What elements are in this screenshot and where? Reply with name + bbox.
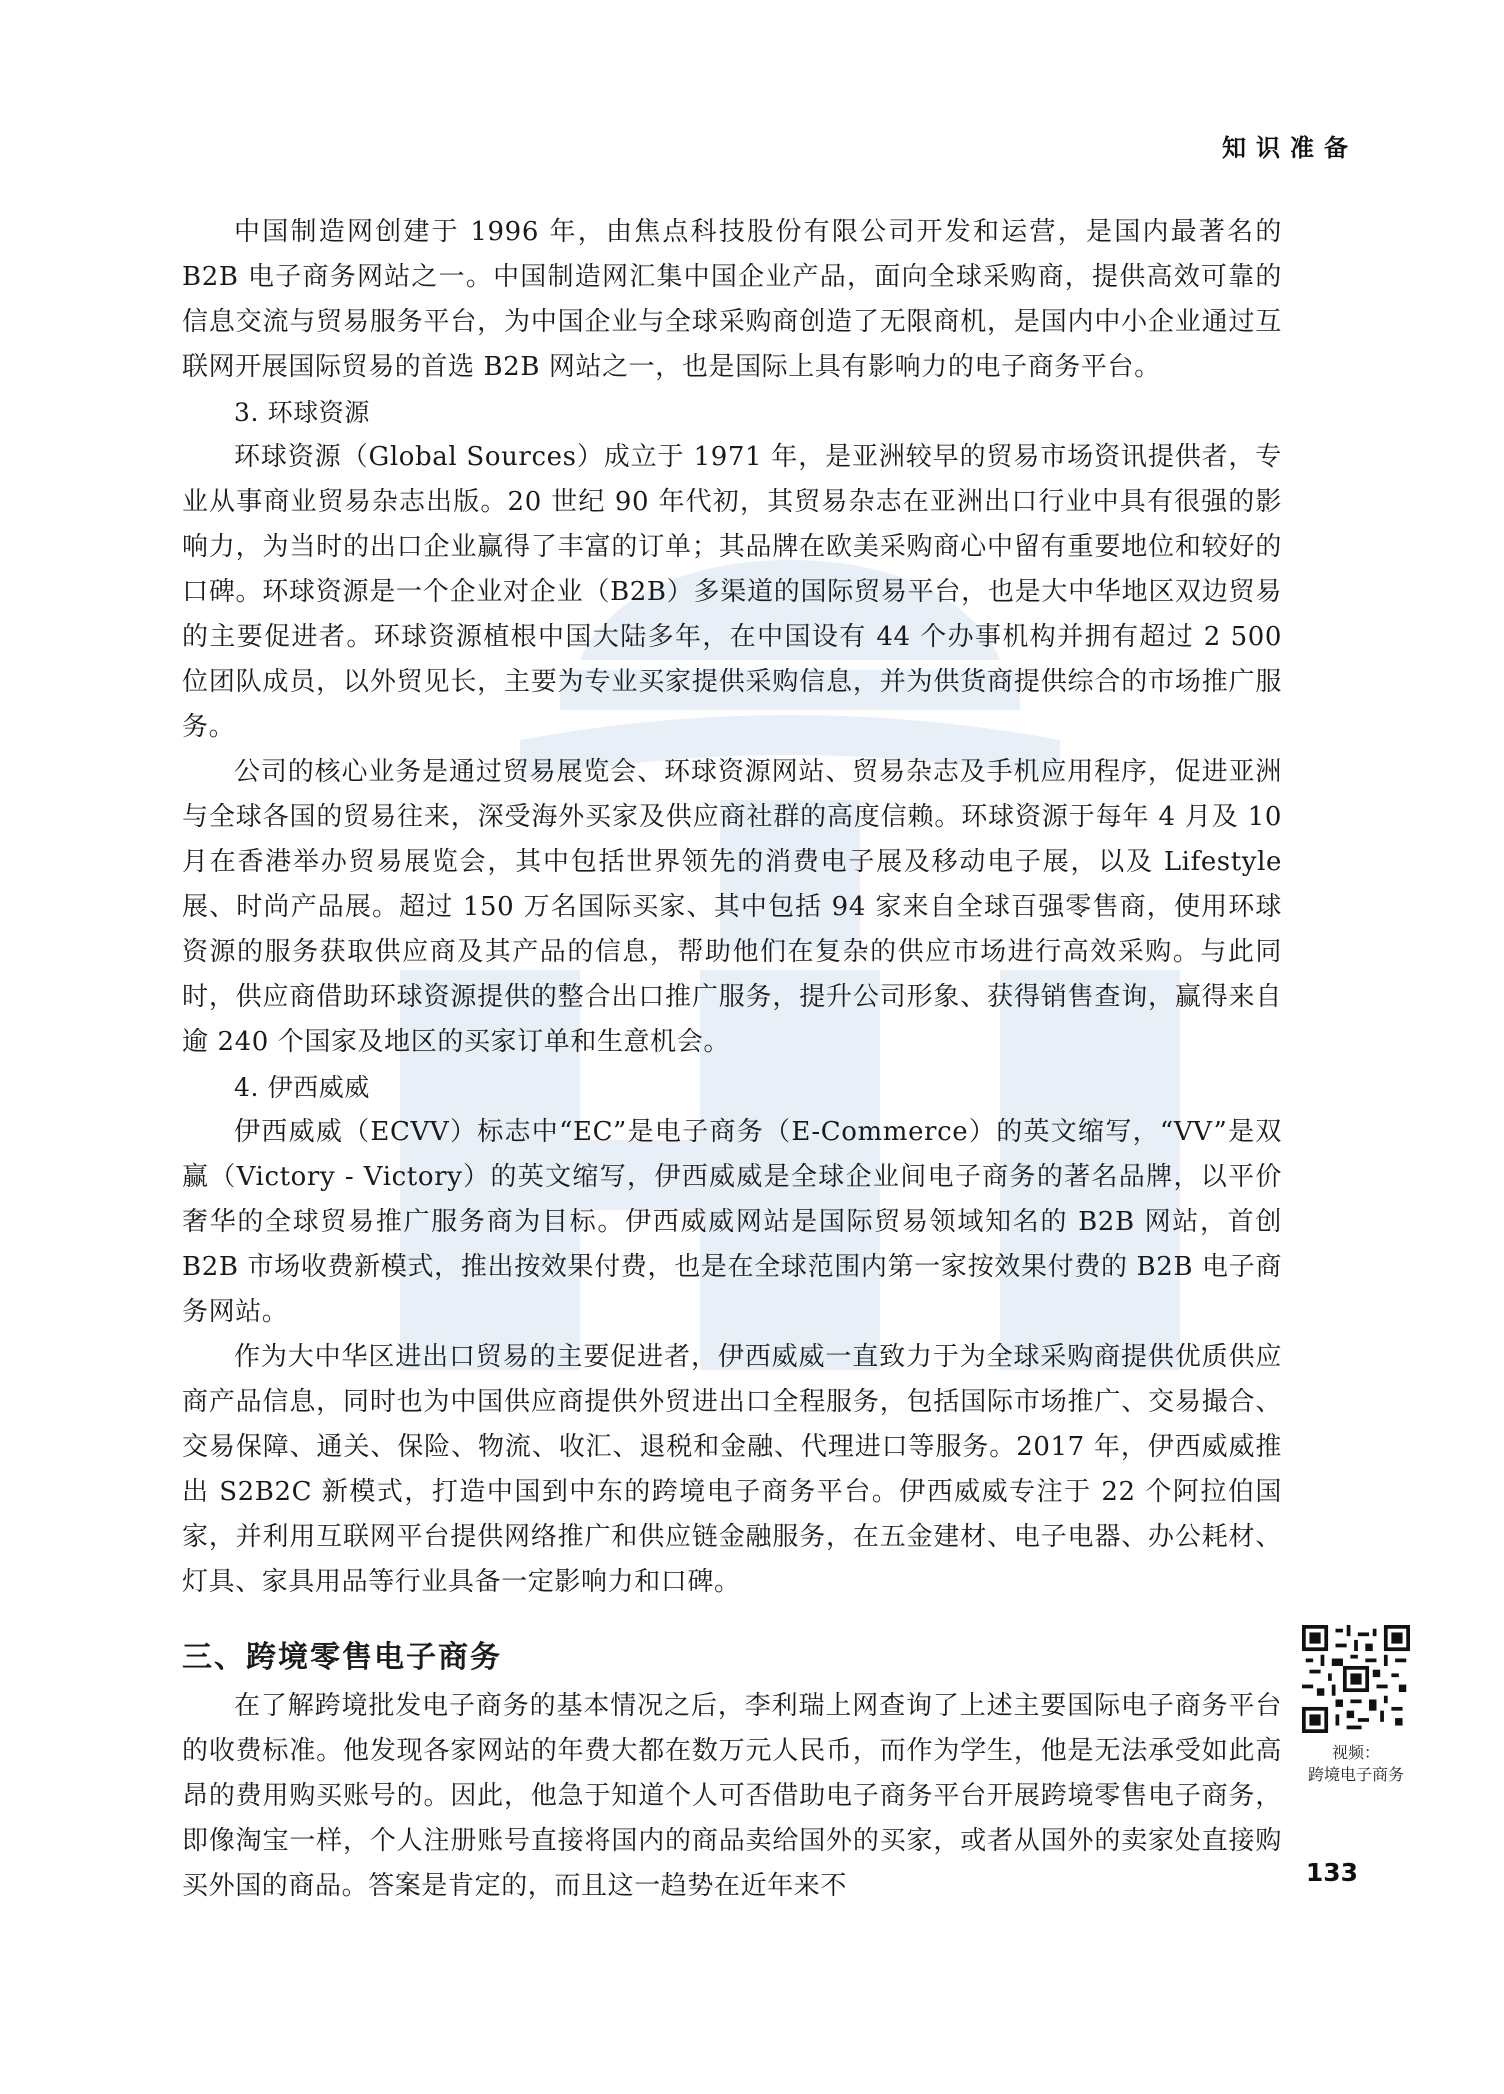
paragraph-ecvv-intro: 伊西威威（ECVV）标志中“EC”是电子商务（E-Commerce）的英文缩写，“VV”是双赢（Victory - Victory）的英文缩写，伊西威威是全球企业间电子商务的著名品牌，以平价奢华的全球贸易推广服务商为目标。伊西威威网站是国际贸易领域知名的 B2B 网站，首创 B2B 市场收费新模式，推出按效果付费，也是在全球范围内第一家按效果付费的 B2B 电子商务网站。 xyxy=(182,1117,1282,1327)
paragraph-ecvv-services: 作为大中华区进出口贸易的主要促进者，伊西威威一直致力于为全球采购商提供优质供应商产品信息，同时也为中国供应商提供外贸进出口全程服务，包括国际市场推广、交易撮合、交易保障、通关、保险、物流、收汇、退税和金融、代理进口等服务。2017 年，伊西威威推出 S2B2C 新模式，打造中国到中东的跨境电子商务平台。伊西威威专注于 22 个阿拉伯国家，并利用互联网平台提供网络推广和供应链金融服务，在五金建材、电子电器、办公耗材、灯具、家具用品等行业具备一定影响力和口碑。 xyxy=(182,1342,1282,1597)
page-body xyxy=(182,210,1282,1909)
paragraph-made-in-china: 中国制造网创建于 1996 年，由焦点科技股份有限公司开发和运营，是国内最著名的 B2B 电子商务网站之一。中国制造网汇集中国企业产品，面向全球采购商，提供高效可靠的信息交流与贸易服务平台，为中国企业与全球采购商创造了无限商机，是国内中小企业通过互联网开展国际贸易的首选 B2B 网站之一，也是国际上具有影响力的电子商务平台。 xyxy=(182,217,1282,382)
section-title-cross-border-retail: 三、跨境零售电子商务 xyxy=(182,1640,502,1675)
qr-caption-label: 视频： xyxy=(1331,1743,1380,1762)
qr-caption-title: 跨境电子商务 xyxy=(1307,1765,1404,1784)
qr-caption xyxy=(1286,1742,1426,1786)
page-number: 133 xyxy=(1305,1858,1358,1887)
qr-code-icon[interactable] xyxy=(1302,1625,1410,1733)
subheading-ecvv: 4. 伊西威威 xyxy=(234,1073,370,1102)
paragraph-global-sources-intro: 环球资源（Global Sources）成立于 1971 年，是亚洲较早的贸易市场资讯提供者，专业从事商业贸易杂志出版。20 世纪 90 年代初，其贸易杂志在亚洲出口行业中具有很强的影响力，为当时的出口企业赢得了丰富的订单；其品牌在欧美采购商心中留有重要地位和较好的口碑。环球资源是一个企业对企业（B2B）多渠道的国际贸易平台，也是大中华地区双边贸易的主要促进者。环球资源植根中国大陆多年，在中国设有 44 个办事机构并拥有超过 2 500 位团队成员，以外贸见长，主要为专业买家提供采购信息，并为供货商提供综合的市场推广服务。 xyxy=(182,442,1282,742)
running-header: 知识准备 xyxy=(1222,134,1358,162)
paragraph-cross-border-retail: 在了解跨境批发电子商务的基本情况之后，李利瑞上网查询了上述主要国际电子商务平台的收费标准。他发现各家网站的年费大都在数万元人民币，而作为学生，他是无法承受如此高昂的费用购买账号的。因此，他急于知道个人可否借助电子商务平台开展跨境零售电子商务，即像淘宝一样，个人注册账号直接将国内的商品卖给国外的买家，或者从国外的卖家处直接购买外国的商品。答案是肯定的，而且这一趋势在近年来不 xyxy=(182,1691,1282,1901)
subheading-global-sources: 3. 环球资源 xyxy=(234,398,370,427)
paragraph-global-sources-business: 公司的核心业务是通过贸易展览会、环球资源网站、贸易杂志及手机应用程序，促进亚洲与全球各国的贸易往来，深受海外买家及供应商社群的高度信赖。环球资源于每年 4 月及 10 月在香港举办贸易展览会，其中包括世界领先的消费电子展及移动电子展，以及 Lifestyle 展、时尚产品展。超过 150 万名国际买家、其中包括 94 家来自全球百强零售商，使用环球资源的服务获取供应商及其产品的信息，帮助他们在复杂的供应市场进行高效采购。与此同时，供应商借助环球资源提供的整合出口推广服务，提升公司形象、获得销售查询，赢得来自逾 240 个国家及地区的买家订单和生意机会。 xyxy=(182,757,1282,1057)
